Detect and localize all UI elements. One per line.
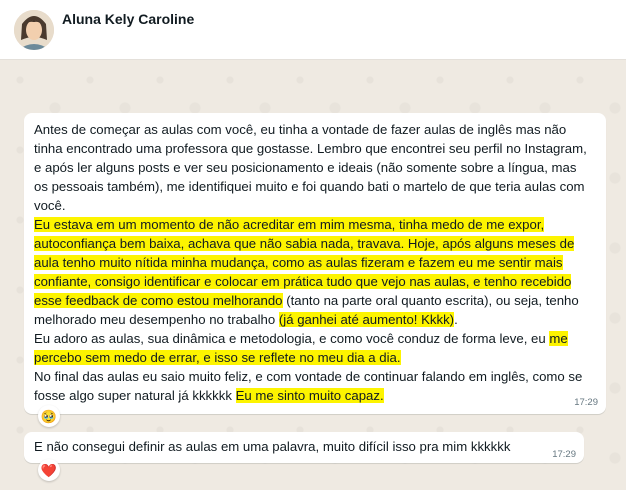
message-text: [34, 437, 594, 456]
highlighted-text: Eu me sinto muito capaz.: [235, 388, 384, 403]
highlighted-text: Eu estava em um momento de não acreditar em mim mesma, tinha medo de me expor, autoconfiança bem baixa, achava que não sabia nada, travava. Hoje, após alguns meses de aula tenho muito nítida minha mudança, como as aulas fizeram e fazem eu me sentir mais confiante, consigo identificar e colocar em prática tudo que vejo nas aulas, e tenho recebido esse feedback de como estou melhorando: [34, 217, 575, 308]
contact-avatar[interactable]: [14, 10, 54, 50]
message-timestamp: 17:29: [552, 449, 576, 460]
teary-smile-emoji-icon[interactable]: [38, 405, 60, 427]
message-text-segment: E não consegui definir as aulas em uma palavra, muito difícil isso pra mim kkkkkk: [34, 439, 511, 454]
chat-header: [0, 0, 626, 60]
message-text-segment: Antes de começar as aulas com você, eu tinha a vontade de fazer aulas de inglês mas não tinha encontrado uma professora que gostasse. Lembro que encontrei seu perfil no Instagram, e após ler alguns posts e ver seu posicionamento e ideais (não somente sobre a língua, mas os pessoais também), me identifiquei muito e foi quando bati o martelo de que teria aulas com você.: [34, 122, 587, 213]
message-timestamp: 17:29: [574, 397, 598, 408]
highlighted-text: (já ganhei até aumento! Kkkk): [278, 312, 455, 327]
message-bubble[interactable]: [24, 432, 584, 463]
highlighted-text: me percebo sem medo de errar, e isso se reflete no meu dia a dia.: [34, 331, 568, 365]
message-text-segment: Eu adoro as aulas, sua dinâmica e metodologia, e como você conduz de forma leve, eu: [34, 331, 550, 346]
reaction-emoji: 🥹: [40, 408, 58, 424]
red-heart-emoji-icon[interactable]: [38, 459, 60, 481]
user-photo-avatar-icon: [14, 10, 54, 50]
message-text-segment: No final das aulas eu saio muito feliz, e com vontade de continuar falando em inglês, como se fosse algo super natural já kkkkkk: [34, 369, 583, 403]
reaction-emoji: ❤️: [40, 462, 58, 478]
message-bubble[interactable]: [24, 113, 606, 414]
contact-name[interactable]: Aluna Kely Caroline: [62, 11, 195, 27]
message-text-segment: .: [454, 312, 458, 327]
message-text-segment: (tanto na parte oral quanto escrita), ou seja, tenho melhorado meu desempenho no trabalho: [34, 293, 579, 327]
message-text: [34, 120, 594, 405]
